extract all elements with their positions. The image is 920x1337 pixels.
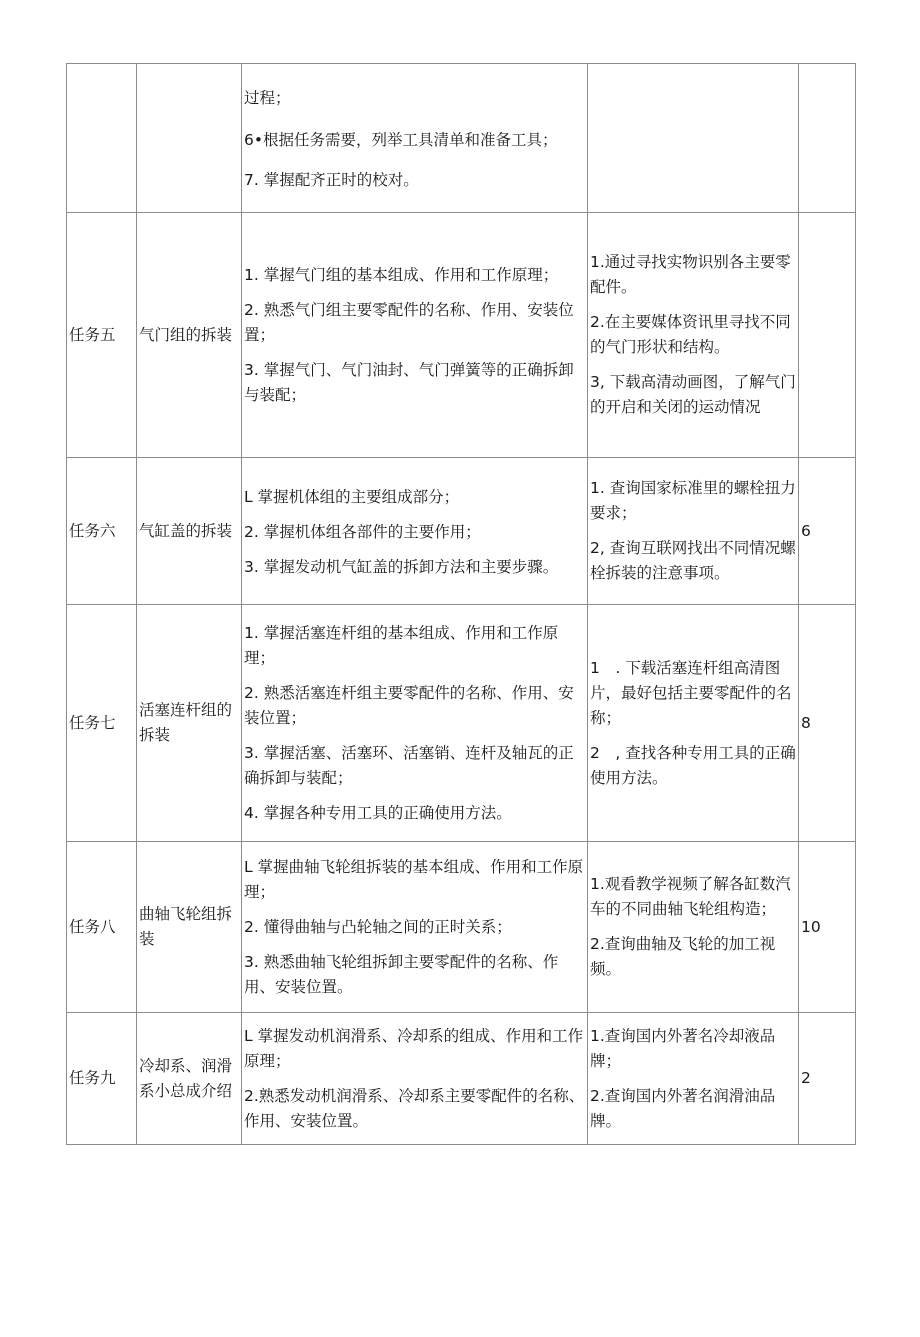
activity-item: 1.通过寻找实物识别各主要零配件。 [590,253,791,296]
task-name-cell [137,64,242,213]
activity-item: 2, 查询互联网找出不同情况螺栓拆装的注意事项。 [590,539,796,582]
activities-cell [588,458,799,605]
objectives-cell [242,1013,588,1145]
table-row [67,64,856,213]
hours-cell [799,64,856,213]
table-row [67,605,856,842]
objectives-cell [242,213,588,458]
task-name-cell: 活塞连杆组的拆装 [137,605,242,842]
hours-cell: 8 [799,605,856,842]
objective-item: L 掌握曲轴飞轮组拆装的基本组成、作用和工作原理； [244,857,584,901]
objective-item: 7. 掌握配齐正时的校对。 [244,170,419,189]
objective-item: L 掌握发动机润滑系、冷却系的组成、作用和工作原理； [244,1026,584,1070]
activity-item: 2 , 查找各种专用工具的正确使用方法。 [590,743,796,787]
table-row [67,1013,856,1145]
objectives-cell [242,64,588,213]
hours-cell: 10 [799,842,856,1013]
objective-item: 6•根据任务需要，列举工具清单和准备工具； [244,130,558,149]
table-row [67,213,856,458]
objective-item: 2. 熟悉活塞连杆组主要零配件的名称、作用、安装位置； [244,683,574,727]
activity-item: 2.查询国内外著名润滑油品牌。 [590,1086,776,1130]
objective-item: 3. 熟悉曲轴飞轮组拆卸主要零配件的名称、作用、安装位置。 [244,952,559,996]
task-name-cell: 气门组的拆装 [137,213,242,458]
objective-item: L 掌握机体组的主要组成部分； [244,487,460,506]
objective-item: 1. 掌握活塞连杆组的基本组成、作用和工作原理； [244,623,559,667]
objective-item: 3. 掌握活塞、活塞环、活塞销、连杆及轴瓦的正确拆卸与装配； [244,743,574,787]
task-name-cell: 冷却系、润滑系小总成介绍 [137,1013,242,1145]
objective-item: 4. 掌握各种专用工具的正确使用方法。 [244,803,512,822]
activities-cell [588,605,799,842]
table-row [67,458,856,605]
objectives-cell [242,605,588,842]
course-task-table [66,63,856,1145]
objective-item: 2.熟悉发动机润滑系、冷却系主要零配件的名称、作用、安装位置。 [244,1086,585,1130]
hours-cell [799,213,856,458]
task-cell [67,64,137,213]
activity-item: 1.观看教学视频了解各缸数汽车的不同曲轴飞轮组构造； [590,875,791,918]
objective-item: 过程； [244,88,291,107]
task-cell: 任务七 [67,605,137,842]
hours-cell: 2 [799,1013,856,1145]
objective-item: 3. 掌握发动机气缸盖的拆卸方法和主要步骤。 [244,557,559,576]
task-cell: 任务五 [67,213,137,458]
objective-item: 2. 熟悉气门组主要零配件的名称、作用、安装位置； [244,300,574,344]
task-cell: 任务六 [67,458,137,605]
objective-item: 2. 懂得曲轴与凸轮轴之间的正时关系； [244,917,512,936]
activity-item: 1. 查询国家标准里的螺栓扭力要求； [590,479,796,522]
objectives-cell [242,842,588,1013]
activities-cell [588,213,799,458]
task-cell: 任务八 [67,842,137,1013]
objective-item: 3. 掌握气门、气门油封、气门弹簧等的正确拆卸与装配； [244,360,574,404]
objective-item: 2. 掌握机体组各部件的主要作用； [244,522,481,541]
task-name-cell: 气缸盖的拆装 [137,458,242,605]
activities-cell [588,842,799,1013]
task-cell: 任务九 [67,1013,137,1145]
objectives-cell [242,458,588,605]
hours-cell: 6 [799,458,856,605]
activity-item: 1 . 下载活塞连杆组高清图片，最好包括主要零配件的名称； [590,658,792,727]
activity-item: 1.查询国内外著名冷却液品牌； [590,1026,776,1070]
activities-cell [588,1013,799,1145]
table-row [67,842,856,1013]
activity-item: 3, 下载高清动画图，了解气门的开启和关闭的运动情况 [590,373,796,416]
activity-item: 2.查询曲轴及飞轮的加工视频。 [590,935,776,978]
task-name-cell: 曲轴飞轮组拆装 [137,842,242,1013]
activity-item: 2.在主要媒体资讯里寻找不同的气门形状和结构。 [590,313,791,356]
activities-cell [588,64,799,213]
objective-item: 1. 掌握气门组的基本组成、作用和工作原理； [244,265,559,284]
